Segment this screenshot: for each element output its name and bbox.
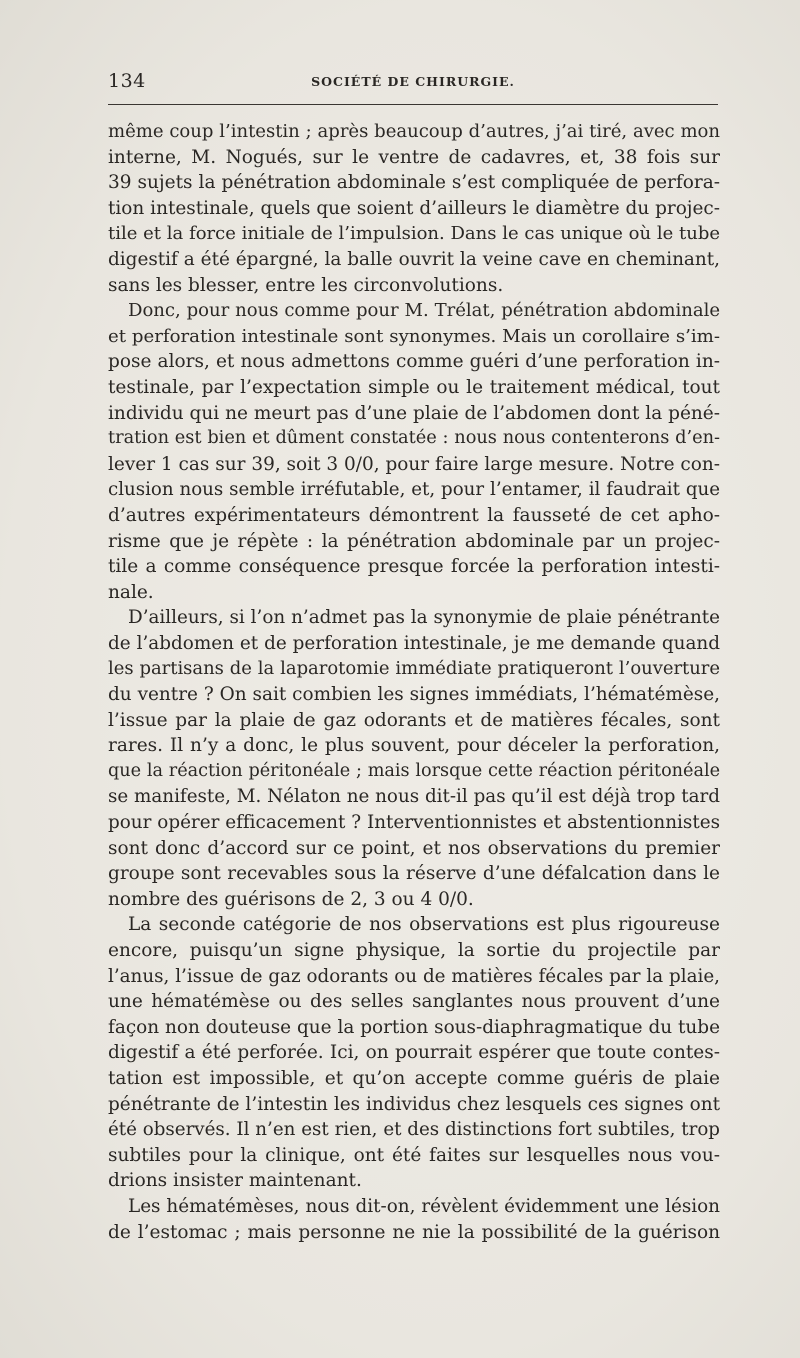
text-line: pose alors, et nous admettons comme guéri d’une perforation in- [108, 351, 720, 373]
paragraph [108, 119, 720, 298]
text-line: les partisans de la laparotomie immédiate pratiqueront l’ouverture [108, 658, 720, 680]
paragraph [108, 912, 720, 1194]
text-line: de l’estomac ; mais personne ne nie la possibilité de la guérison [108, 1221, 720, 1243]
text-line: nombre des guérisons de 2, 3 ou 4 0/0. [108, 888, 474, 910]
page-header [108, 70, 718, 94]
page-number: 134 [108, 70, 146, 92]
text-line: lever 1 cas sur 39, soit 3 0/0, pour faire large mesure. Notre con- [108, 453, 720, 475]
text-line: de l’abdomen et de perforation intestinale, je me demande quand [108, 632, 720, 654]
text-line: clusion nous semble irréfutable, et, pour l’entamer, il faudrait que [108, 479, 720, 501]
text-line: l’issue par la plaie de gaz odorants et de matières fécales, sont [108, 709, 720, 731]
paragraph [108, 1194, 720, 1245]
text-line: encore, puisqu’un signe physique, la sortie du projectile par [108, 940, 720, 961]
text-line: du ventre ? On sait combien les signes immédiats, l’hématémèse, [108, 684, 720, 706]
text-line: individu qui ne meurt pas d’une plaie de l’abdomen dont la péné- [108, 402, 720, 424]
text-line: façon non douteuse que la portion sous-diaphragmatique du tube [108, 1016, 720, 1038]
text-line: tration est bien et dûment constatée : nous nous contenterons d’en- [108, 428, 720, 449]
text-line: pénétrante de l’intestin les individus chez lesquels ces signes ont [108, 1093, 720, 1115]
text-line: D’ailleurs, si l’on n’admet pas la synonymie de plaie pénétrante [128, 607, 720, 629]
text-line: Donc, pour nous comme pour M. Trélat, pénétration abdominale [128, 300, 720, 322]
text-line: tion intestinale, quels que soient d’ailleurs le diamètre du projec- [108, 197, 720, 219]
running-title: SOCIÉTÉ DE CHIRURGIE. [311, 74, 515, 89]
text-line: se manifeste, M. Nélaton ne nous dit-il pas qu’il est déjà trop tard [108, 786, 720, 808]
text-line: sont donc d’accord sur ce point, et nos observations du premier [108, 837, 720, 859]
text-line: La seconde catégorie de nos observations est plus rigoureuse [128, 914, 720, 936]
text-line: tation est impossible, et qu’on accepte comme guéris de plaie [108, 1067, 720, 1089]
text-line: sans les blesser, entre les circonvolutions. [108, 274, 504, 296]
text-line: risme que je répète : la pénétration abdominale par un projec- [108, 530, 720, 552]
text-line: Les hématémèses, nous dit-on, révèlent évidemment une lésion [128, 1195, 720, 1217]
text-line: pour opérer efficacement ? Interventionnistes et abstentionnistes [108, 812, 720, 834]
text-line: même coup l’intestin ; après beaucoup d’autres, j’ai tiré, avec mon [108, 121, 720, 142]
text-line: testinale, par l’expectation simple ou le traitement médical, tout [108, 376, 720, 398]
text-line: été observés. Il n’en est rien, et des distinctions fort subtiles, trop [108, 1119, 720, 1141]
text-line: digestif a été perforée. Ici, on pourrait espérer que toute contes- [108, 1042, 720, 1064]
text-line: nale. [108, 581, 154, 603]
text-line: tile et la force initiale de l’impulsion. Dans le cas unique où le tube [108, 223, 720, 245]
text-line: et perforation intestinale sont synonymes. Mais un corollaire s’im- [108, 325, 720, 347]
paragraph [108, 298, 720, 605]
text-line: tile a comme conséquence presque forcée la perforation intesti- [108, 556, 720, 578]
text-line: drions insister maintenant. [108, 1170, 362, 1192]
text-line: subtiles pour la clinique, ont été faites sur lesquelles nous vou- [108, 1144, 720, 1166]
body-text [108, 119, 720, 1245]
text-line: groupe sont recevables sous la réserve d’une défalcation dans le [108, 863, 720, 885]
text-line: rares. Il n’y a donc, le plus souvent, pour déceler la perforation, [108, 735, 720, 757]
text-line: l’anus, l’issue de gaz odorants ou de matières fécales par la plaie, [108, 965, 720, 987]
text-line: d’autres expérimentateurs démontrent la fausseté de cet apho- [108, 504, 720, 526]
text-line: 39 sujets la pénétration abdominale s’est compliquée de perfora- [108, 172, 720, 194]
header-rule [108, 104, 718, 105]
text-line: interne, M. Nogués, sur le ventre de cadavres, et, 38 fois sur [108, 146, 720, 168]
text-line: que la réaction péritonéale ; mais lorsque cette réaction péritonéale [108, 760, 720, 781]
text-line: une hématémèse ou des selles sanglantes nous prouvent d’une [108, 991, 720, 1013]
paragraph [108, 605, 720, 912]
text-line: digestif a été épargné, la balle ouvrit la veine cave en cheminant, [108, 248, 720, 270]
